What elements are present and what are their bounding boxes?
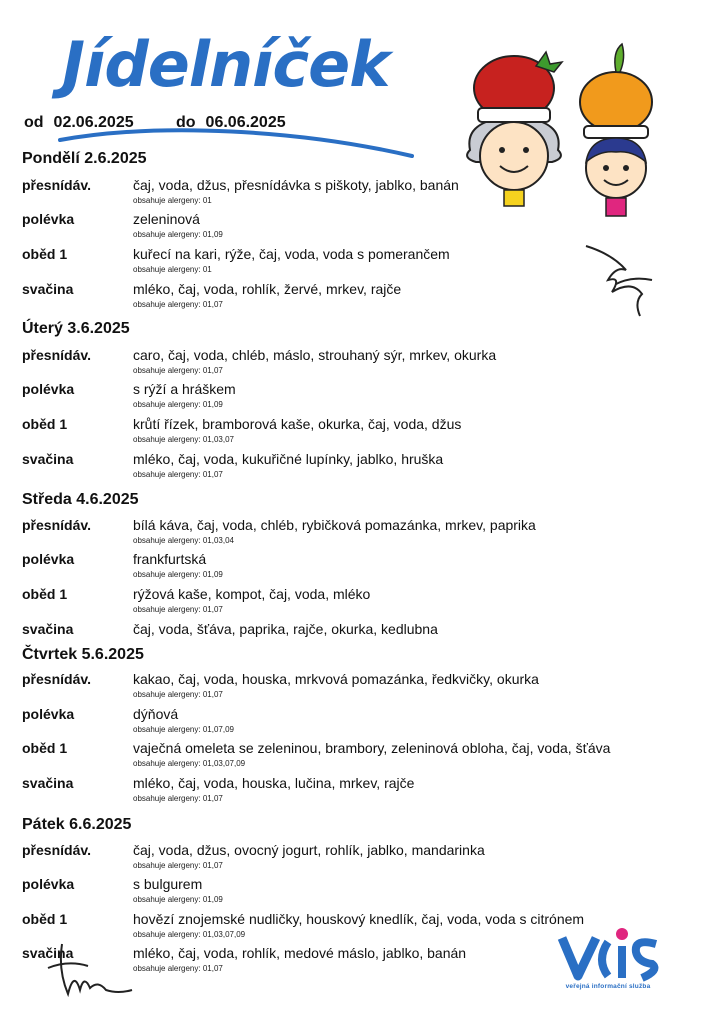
meal-items: kakao, čaj, voda, houska, mrkvová pomazánka, ředkvičky, okurka: [133, 671, 539, 687]
meal-allergens: obsahuje alergeny: 01: [133, 265, 212, 274]
period-from-date: 02.06.2025: [53, 114, 134, 131]
page-title: Jídelníček: [62, 28, 390, 101]
meal-label: oběd 1: [22, 586, 68, 602]
meal-label: oběd 1: [22, 416, 68, 432]
meal-allergens: obsahuje alergeny: 01,07: [133, 794, 223, 803]
meal-label: polévka: [22, 381, 75, 397]
day-title: Pondělí 2.6.2025: [22, 150, 147, 167]
meal-items: dýňová: [133, 706, 179, 722]
meal-label: svačina: [22, 945, 74, 961]
meal-label: polévka: [22, 876, 75, 892]
meal-label: svačina: [22, 621, 74, 637]
meal-items: mléko, čaj, voda, rohlík, medové máslo, jablko, banán: [133, 945, 467, 961]
meal-allergens: obsahuje alergeny: 01,03,07,09: [133, 930, 246, 939]
meal-items: čaj, voda, džus, přesnídávka s piškoty, jablko, banán: [133, 177, 459, 193]
meal-allergens: obsahuje alergeny: 01,09: [133, 230, 223, 239]
meal-items: s rýží a hráškem: [133, 381, 236, 397]
meal-items: zeleninová: [133, 211, 200, 227]
meal-allergens: obsahuje alergeny: 01,09: [133, 570, 223, 579]
meal-items: rýžová kaše, kompot, čaj, voda, mléko: [133, 586, 371, 602]
meal-allergens: obsahuje alergeny: 01,03,07,09: [133, 759, 246, 768]
meal-allergens: obsahuje alergeny: 01,07: [133, 861, 223, 870]
period-from: [24, 114, 134, 132]
meal-label: polévka: [22, 211, 75, 227]
meal-label: svačina: [22, 451, 74, 467]
day-title: Středa 4.6.2025: [22, 491, 139, 508]
day-title: Čtvrtek 5.6.2025: [22, 646, 144, 663]
meal-allergens: obsahuje alergeny: 01,03,04: [133, 536, 234, 545]
meal-label: přesnídáv.: [22, 842, 91, 858]
meal-allergens: obsahuje alergeny: 01,03,07: [133, 435, 234, 444]
meal-label: polévka: [22, 551, 75, 567]
meal-label: oběd 1: [22, 911, 68, 927]
meal-items: vaječná omeleta se zeleninou, brambory, zeleninová obloha, čaj, voda, šťáva: [133, 740, 611, 756]
meal-items: mléko, čaj, voda, kukuřičné lupínky, jablko, hruška: [133, 451, 444, 467]
meal-items: caro, čaj, voda, chléb, máslo, strouhaný sýr, mrkev, okurka: [133, 347, 497, 363]
meal-items: kuřecí na kari, rýže, čaj, voda, voda s pomerančem: [133, 246, 450, 262]
day-title: Pátek 6.6.2025: [22, 816, 132, 833]
meal-allergens: obsahuje alergeny: 01,07: [133, 605, 223, 614]
signature-bottom-left: [28, 940, 138, 1000]
period-to: [176, 114, 286, 132]
meal-allergens: obsahuje alergeny: 01,07: [133, 366, 223, 375]
period-from-label: od: [24, 114, 44, 131]
meal-allergens: obsahuje alergeny: 01,07: [133, 964, 223, 973]
meal-label: přesnídáv.: [22, 347, 91, 363]
meal-allergens: obsahuje alergeny: 01,07: [133, 470, 223, 479]
meal-label: přesnídáv.: [22, 671, 91, 687]
meal-items: frankfurtská: [133, 551, 207, 567]
period-to-label: do: [176, 114, 196, 131]
meal-items: s bulgurem: [133, 876, 203, 892]
period-to-date: 06.06.2025: [205, 114, 286, 131]
meal-allergens: obsahuje alergeny: 01,09: [133, 400, 223, 409]
meal-allergens: obsahuje alergeny: 01,07: [133, 690, 223, 699]
meal-items: čaj, voda, džus, ovocný jogurt, rohlík, jablko, mandarinka: [133, 842, 485, 858]
meal-label: svačina: [22, 281, 74, 297]
meal-allergens: obsahuje alergeny: 01,07,09: [133, 725, 234, 734]
meal-label: polévka: [22, 706, 75, 722]
meal-label: oběd 1: [22, 246, 68, 262]
vis-logo-subtitle: veřejná informační služba: [565, 983, 651, 990]
meal-label: přesnídáv.: [22, 177, 91, 193]
meal-allergens: obsahuje alergeny: 01: [133, 196, 212, 205]
meal-allergens: obsahuje alergeny: 01,09: [133, 895, 223, 904]
meal-label: svačina: [22, 775, 74, 791]
signature-top-right: [582, 240, 662, 320]
meal-items: mléko, čaj, voda, rohlík, žervé, mrkev, rajče: [133, 281, 402, 297]
chef-kids-illustration: [456, 40, 666, 230]
meal-items: bílá káva, čaj, voda, chléb, rybičková pomazánka, mrkev, paprika: [133, 517, 536, 533]
meal-label: oběd 1: [22, 740, 68, 756]
meal-items: hovězí znojemské nudličky, houskový knedlík, čaj, voda, voda s citrónem: [133, 911, 585, 927]
meal-label: přesnídáv.: [22, 517, 91, 533]
meal-items: krůtí řízek, bramborová kaše, okurka, čaj, voda, džus: [133, 416, 462, 432]
day-title: Úterý 3.6.2025: [22, 320, 130, 337]
meal-allergens: obsahuje alergeny: 01,07: [133, 300, 223, 309]
meal-items: mléko, čaj, voda, houska, lučina, mrkev, rajče: [133, 775, 415, 791]
meal-items: čaj, voda, šťáva, paprika, rajče, okurka, kedlubna: [133, 621, 438, 637]
